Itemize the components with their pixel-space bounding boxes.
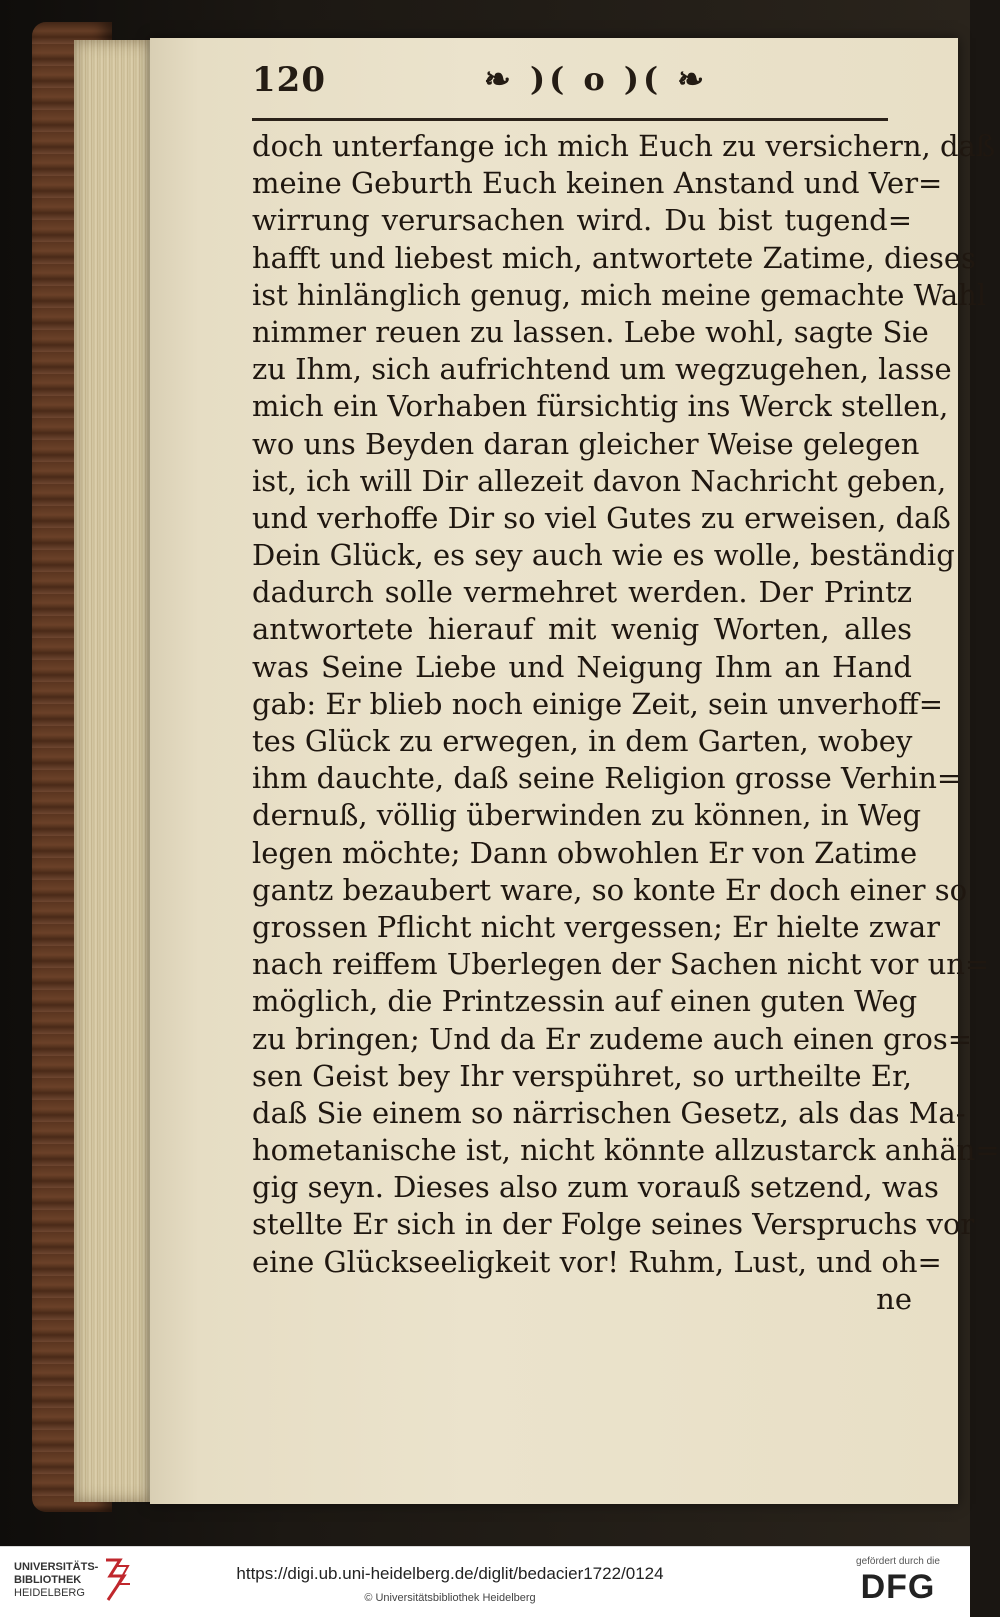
text-line: tes Glück zu erwegen, in dem Garten, wobey [252,724,913,758]
library-logo-icon [100,1556,134,1604]
text-line: gab: Er blieb noch einige Zeit, sein unverhoff= [252,686,944,721]
library-name-line3: HEIDELBERG [14,1587,85,1599]
text-line: nimmer reuen zu lassen. Lebe wohl, sagte Sie [252,314,929,349]
text-line: dadurch solle vermehret werden. Der Printz [252,575,912,610]
text-line: dernuß, völlig überwinden zu können, in Weg [252,798,922,833]
header-ornament: ❧ )( o )( ❧ [484,60,709,98]
text-line: Dein Glück, es sey auch wie es wolle, beständig [252,538,955,573]
text-line: zu Ihm, sich aufrichtend um wegzugehen, lasse [252,352,952,387]
page-header [252,60,888,122]
text-line: sen Geist bey Ihr verspühret, so urtheilte Er, [252,1058,912,1093]
text-line: und verhoffe Dir so viel Gutes zu erweisen, daß [252,500,951,535]
page-edges [74,40,160,1502]
text-line: stellte Er sich in der Folge seines Verspruchs vor [252,1207,975,1242]
text-line: ihm dauchte, daß seine Religion grosse Verhin= [252,761,962,796]
funding-note: gefördert durch die [856,1556,940,1567]
page-text [252,128,1000,1318]
copyright-notice: © Universitätsbibliothek Heidelberg [364,1592,536,1604]
library-name-line1: UNIVERSITÄTS- [14,1561,99,1573]
page-number: 120 [252,60,326,100]
text-line: zu bringen; Und da Er zudeme auch einen gros= [252,1021,973,1056]
text-line: gantz bezaubert ware, so konte Er doch einer so [252,872,968,907]
text-line: hafft und liebest mich, antwortete Zatime, dieses [252,240,976,275]
catchword: ne [876,1281,912,1316]
header-rule [252,118,888,121]
text-line: gig seyn. Dieses also zum vorauß setzend, was [252,1170,939,1205]
text-line: eine Glückseeligkeit vor! Ruhm, Lust, und oh= [252,1244,942,1279]
text-line: antwortete hierauf mit wenig Worten, alles [252,612,912,647]
text-line: möglich, die Printzessin auf einen guten Weg [252,984,918,1019]
dfg-logo: DFG [860,1568,936,1606]
text-line: grossen Pflicht nicht vergessen; Er hielte zwar [252,909,941,944]
text-line: wirrung verursachen wird. Du bist tugend= [252,203,912,238]
text-line: daß Sie einem so närrischen Gesetz, als das Ma- [252,1095,966,1130]
permalink-url[interactable]: https://digi.ub.uni-heidelberg.de/diglit/bedacier1722/0124 [236,1564,664,1583]
text-line: ist hinlänglich genug, mich meine gemachte Wahl [252,277,987,312]
library-logo-text [14,1561,104,1600]
text-line: hometanische ist, nicht könnte allzustarck anhän= [252,1133,1000,1168]
text-line: legen möchte; Dann obwohlen Er von Zatime [252,835,918,870]
text-line: mich ein Vorhaben fürsichtig ins Werck stellen, [252,389,949,424]
text-line: wo uns Beyden daran gleicher Weise gelegen [252,426,920,461]
text-line: ist, ich will Dir allezeit davon Nachricht geben, [252,463,947,498]
library-name-line2: BIBLIOTHEK [14,1574,82,1586]
text-line: was Seine Liebe und Neigung Ihm an Hand [252,649,912,684]
text-line: meine Geburth Euch keinen Anstand und Ver= [252,166,943,201]
text-line: doch unterfange ich mich Euch zu versichern, daß [252,129,996,163]
text-line: nach reiffem Uberlegen der Sachen nicht vor un= [252,947,990,982]
